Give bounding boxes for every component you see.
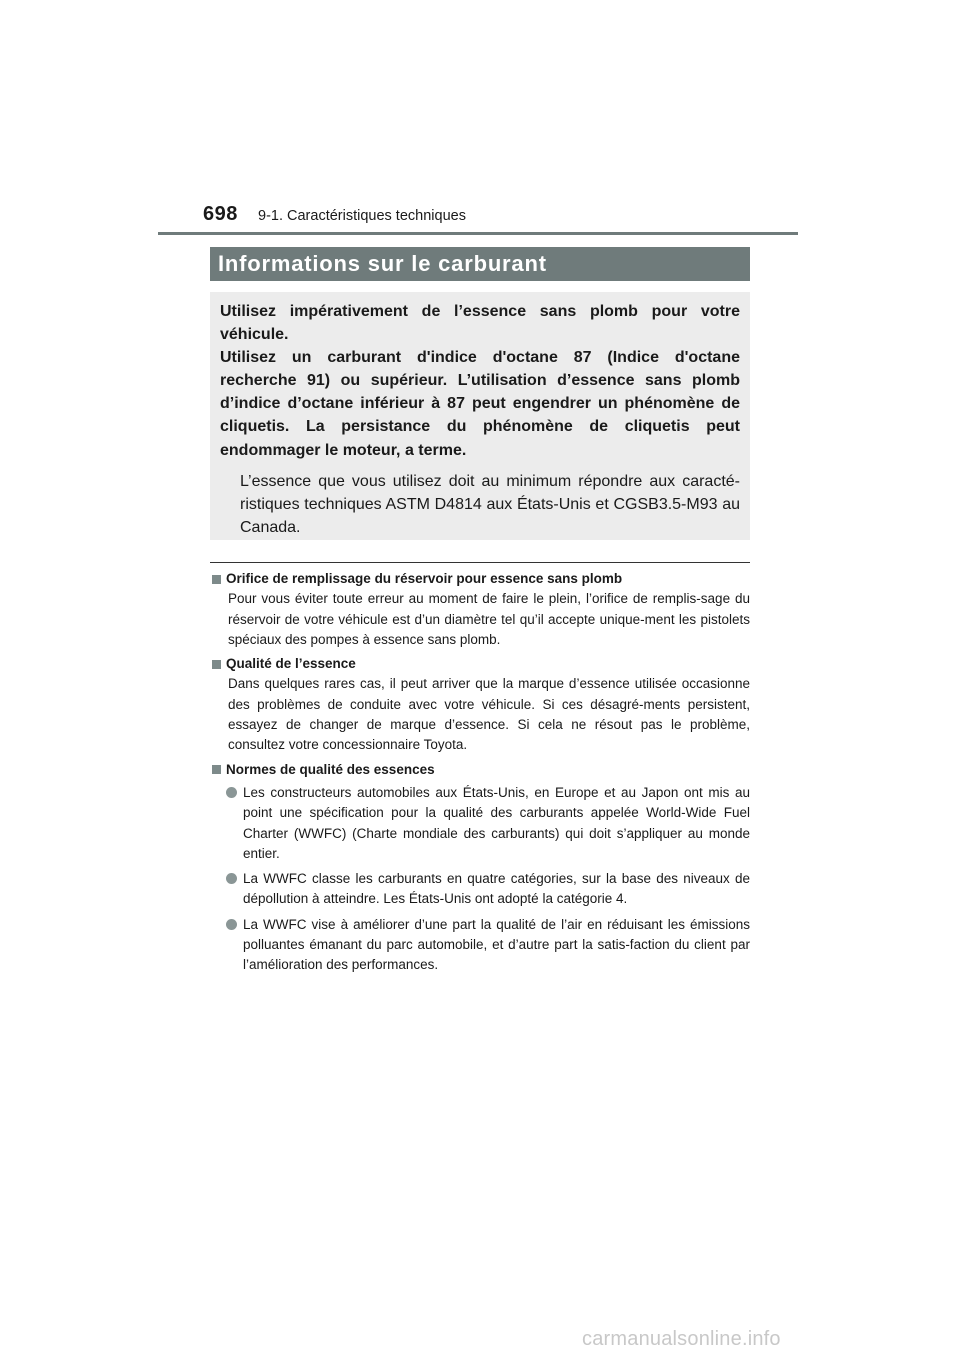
info-section-filler (210, 569, 750, 650)
info-heading: Qualité de l’essence (226, 656, 356, 672)
square-bullet-icon (212, 660, 221, 669)
page-number: 698 (203, 203, 238, 225)
square-bullet-icon (212, 765, 221, 774)
info-body: Dans quelques rares cas, il peut arriver que la marque d’essence utilisée occasionne des problèmes de conduite avec votre véhicule. Si ces désagré-ments persistent, essayez de changer de marque d’essence. Si cela ne résout pas le problème, consultez votre concessionnaire Toyota. (228, 676, 750, 753)
watermark: carmanualsonline.info (582, 1328, 781, 1350)
info-heading: Normes de qualité des essences (226, 761, 435, 777)
section-breadcrumb: 9-1. Caractéristiques techniques (258, 208, 466, 224)
intro-paragraph-unleaded: Utilisez impérativement de l’essence sans plomb pour votre véhicule. (220, 303, 740, 344)
list-item-text: La WWFC classe les carburants en quatre catégories, sur la base des niveaux de dépollution à atteindre. Les États-Unis ont adopté la catégorie 4. (243, 871, 750, 907)
list-item (210, 915, 750, 976)
info-heading: Orifice de remplissage du réservoir pour essence sans plomb (226, 571, 623, 586)
info-sections (210, 569, 750, 981)
circle-bullet-icon (226, 873, 237, 884)
intro-box (210, 292, 750, 540)
intro-paragraph-octane: Utilisez un carburant d'indice d'octane 87 (Indice d'octane recherche 91) ou supérieur. L’utilisation d’essence sans plomb d’indice d’octane inférieur à 87 peut engendrer un phénomène de cliquetis. La persistance du phénomène de cliquetis peut endommager le moteur, a terme. (220, 349, 740, 459)
page-title: Informations sur le carburant (218, 251, 547, 276)
circle-bullet-icon (226, 787, 237, 798)
list-item-text: Les constructeurs automobiles aux États-Unis, en Europe et au Japon ont mis au point une spécification pour la qualité des carburants appelée World-Wide Fuel Charter (WWFC) (Charte mondiale des carburants) qui doit s’appliquer au monde entier. (243, 784, 750, 861)
list-item-text: La WWFC vise à améliorer d’une part la qualité de l’air en réduisant les émissions polluantes émanant du parc automobile, et d’autre part la satis-faction du client par l’amélioration des performances. (243, 916, 750, 973)
square-bullet-icon (212, 575, 221, 584)
list-item (210, 869, 750, 910)
intro-note: L’essence que vous utilisez doit au minimum répondre aux caracté-ristiques techniques ASTM D4814 aux États-Unis et CGSB3.5-M93 au Canada. (240, 472, 740, 536)
info-section-quality (210, 654, 750, 755)
info-section-standards (210, 760, 750, 976)
section-divider (210, 562, 750, 563)
list-item (210, 783, 750, 864)
info-body: Pour vous éviter toute erreur au moment de faire le plein, l’orifice de remplis-sage du réservoir de votre véhicule est d’un diamètre tel qu’il accepte unique-ment les pistolets spéciaux des pompes à essence sans plomb. (228, 591, 750, 647)
page-title-bar (210, 247, 750, 281)
circle-bullet-icon (226, 919, 237, 930)
header-rule (158, 232, 798, 235)
